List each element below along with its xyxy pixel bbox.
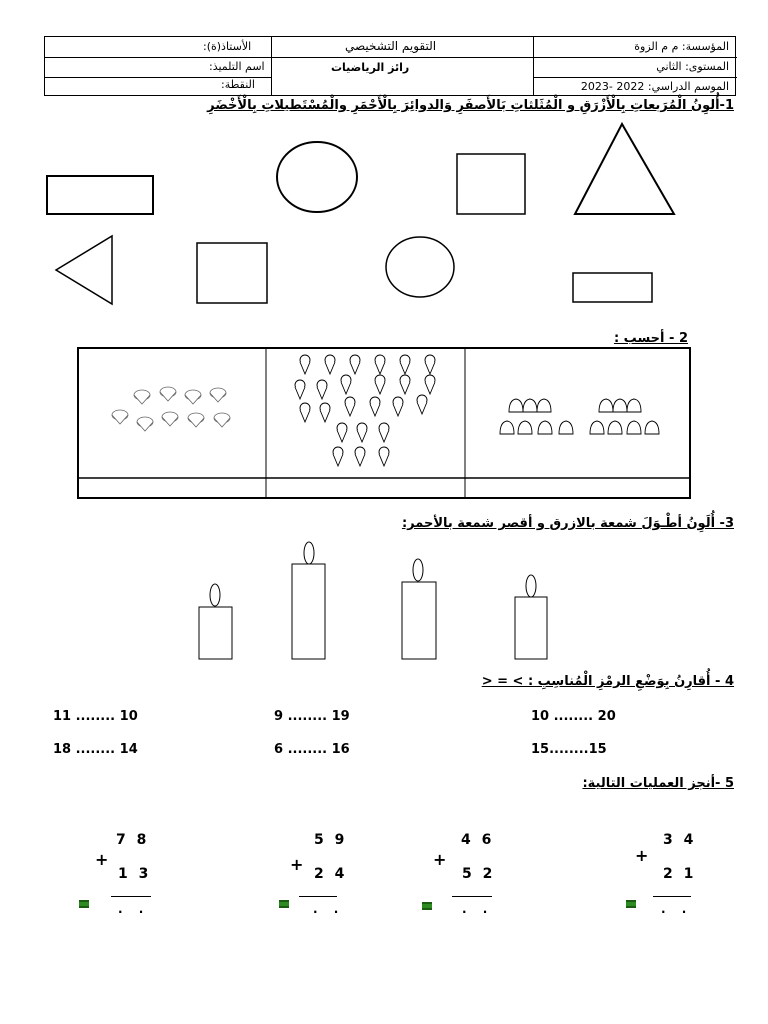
plus-icon: + xyxy=(95,850,109,869)
candle-icon xyxy=(515,575,547,659)
equals-icon xyxy=(79,900,89,908)
operand-top: 3 4 xyxy=(663,832,697,848)
result-field[interactable]: . . xyxy=(313,902,345,916)
compare-item[interactable]: 18 ........ 14 xyxy=(53,742,138,757)
square-shape xyxy=(197,243,267,303)
result-line xyxy=(653,896,691,897)
equals-icon xyxy=(279,900,289,908)
operand-bottom: 1 3 xyxy=(118,866,152,882)
result-line xyxy=(299,896,337,897)
section5-title: 5 -أنجز العمليات التالية: xyxy=(582,776,734,791)
compare-item[interactable]: 6 ........ 16 xyxy=(274,742,350,757)
institution-label: المؤسسة: م م الزوة xyxy=(634,40,729,53)
page-title: رائز الرياضيات xyxy=(331,61,410,74)
plus-icon: + xyxy=(433,850,447,869)
triangle-shape xyxy=(56,236,112,304)
ice-cream-icon xyxy=(295,355,435,466)
equals-icon xyxy=(626,900,636,908)
operand-top: 5 9 xyxy=(314,832,348,848)
teacher-field[interactable]: الأستاذ(ة): xyxy=(203,40,252,53)
circle-shape xyxy=(277,142,357,212)
operand-top: 4 6 xyxy=(461,832,495,848)
candle-icon xyxy=(292,542,325,659)
triangle-shape xyxy=(575,124,674,214)
level-label: المستوى: الثاني xyxy=(656,60,729,73)
candles-area xyxy=(0,530,768,670)
grade-field[interactable]: النقطة: xyxy=(221,78,255,91)
section4-title: 4 - أُقارِنُ بِوَضْعِ الرمْزِ الْمُناسِبِ : > = < xyxy=(481,674,734,689)
rectangle-shape xyxy=(573,273,652,302)
section1-title: 1-أُلوِنُ الْمُرَبعاتِ بِالْأَزْرَقِ و الْمُثَلثاتِ بَالأَصفَرِ وَالدوائِرَ بِالْأَحْمَرِ والْمُسْتَطيلاتِ بِالْأَخْضَرِ xyxy=(207,98,734,113)
section2-title: 2 - أحسب : xyxy=(613,331,688,346)
result-field[interactable]: . . xyxy=(661,902,693,916)
result-line xyxy=(111,896,151,897)
operand-bottom: 2 1 xyxy=(663,866,697,882)
rectangle-shape xyxy=(47,176,153,214)
circle-shape xyxy=(386,237,454,297)
operand-bottom: 2 4 xyxy=(314,866,348,882)
operand-bottom: 5 2 xyxy=(462,866,496,882)
compare-item[interactable]: 10 ........ 20 xyxy=(531,709,616,724)
plus-icon: + xyxy=(635,846,649,865)
shapes-area xyxy=(0,0,768,320)
section3-title: 3- أُلَوِنُ أطْـوَلَ شمعة بالازرق و أقصر شمعة بالأحمر: xyxy=(401,516,734,531)
result-line xyxy=(452,896,492,897)
student-name-field[interactable]: اسم التلميذ: xyxy=(209,60,265,73)
compare-item[interactable]: 9 ........ 19 xyxy=(274,709,350,724)
operand-top: 7 8 xyxy=(116,832,150,848)
school-year-label: الموسم الدراسي: 2022 -2023 xyxy=(580,80,729,93)
compare-item[interactable]: 15........15 xyxy=(531,742,607,757)
plus-icon: + xyxy=(290,855,304,874)
equals-icon xyxy=(422,902,432,910)
result-field[interactable]: . . xyxy=(462,902,494,916)
candle-icon xyxy=(199,584,232,659)
candle-icon xyxy=(402,559,436,659)
spinning-tops-icon xyxy=(112,387,230,431)
bells-icon xyxy=(500,399,659,434)
compare-item[interactable]: 11 ........ 10 xyxy=(53,709,138,724)
eval-type-title: التقويم التشخيصي xyxy=(345,39,437,53)
count-table xyxy=(0,340,768,500)
result-field[interactable]: . . xyxy=(118,902,150,916)
square-shape xyxy=(457,154,525,214)
